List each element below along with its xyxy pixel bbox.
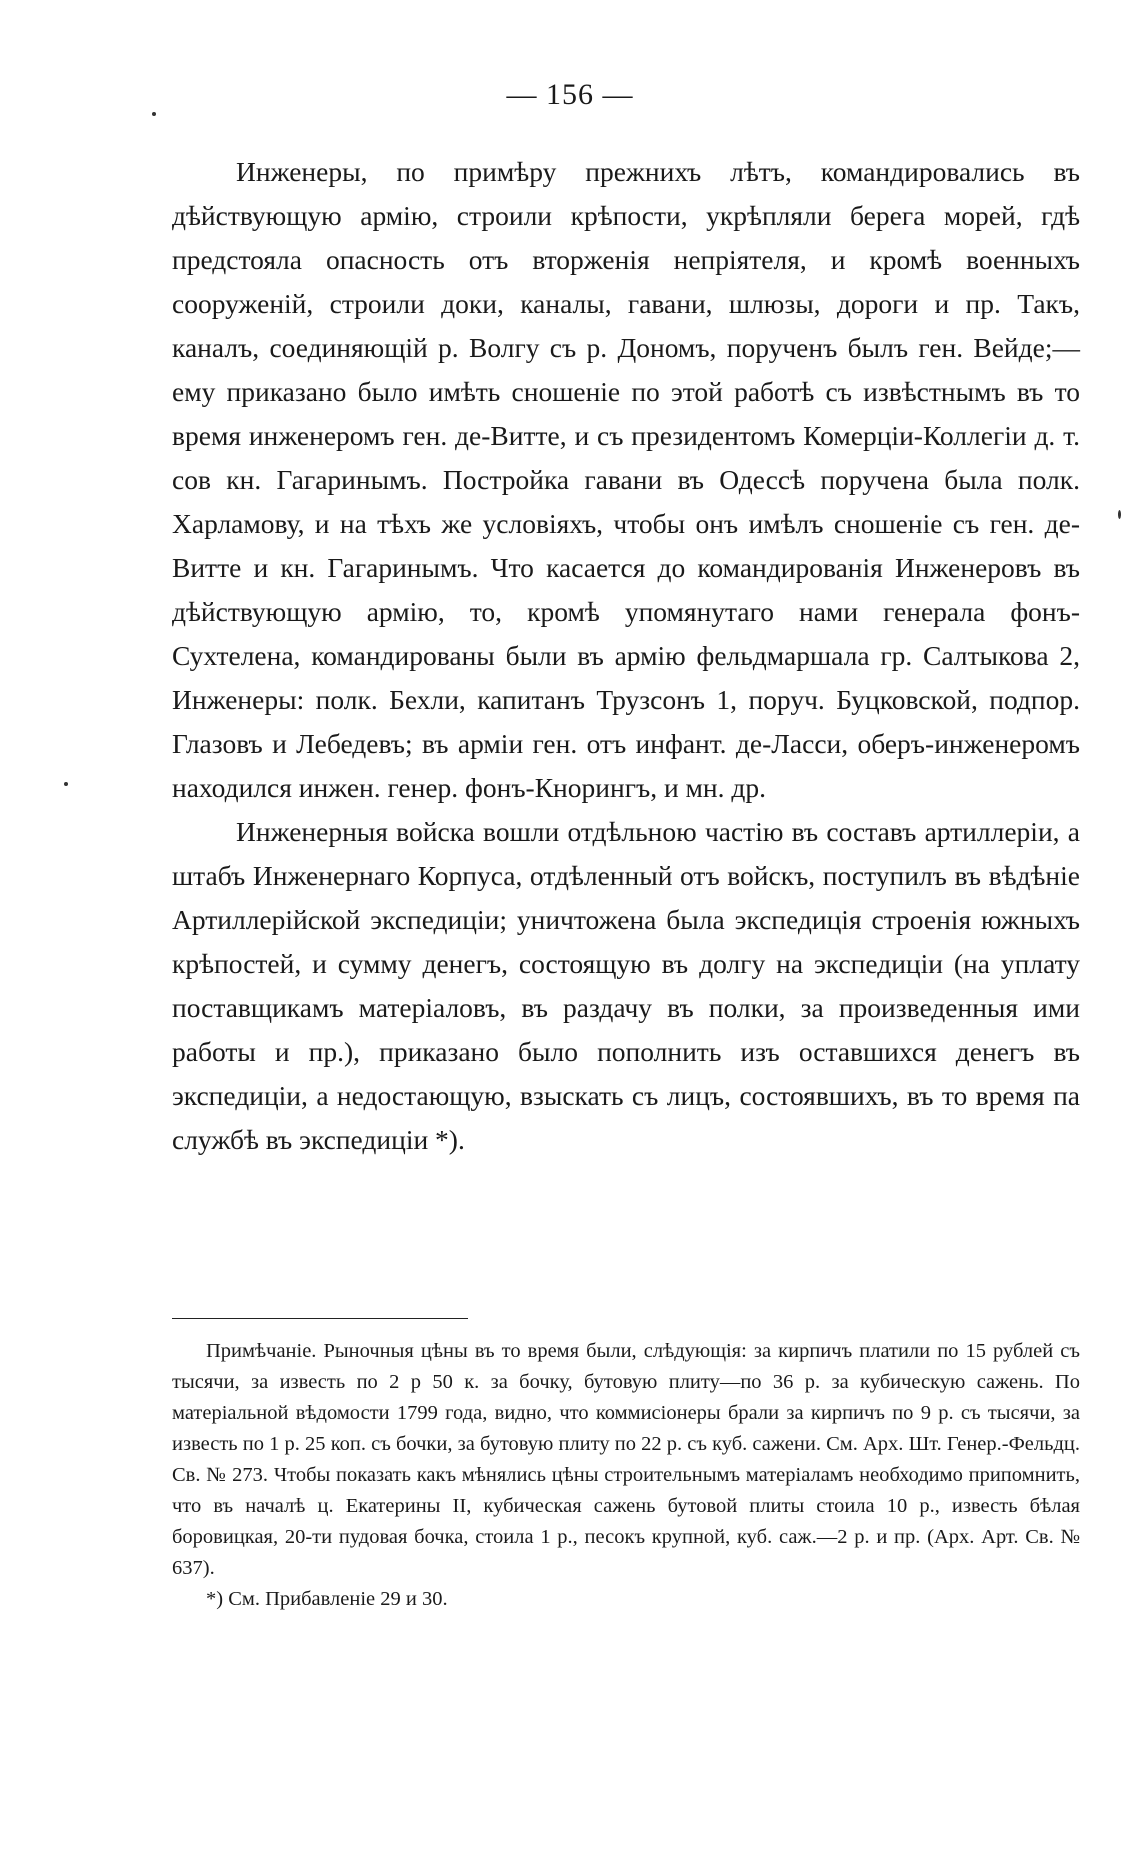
paragraph: Инженерныя войска вошли отдѣльною частію въ составъ артиллеріи, а штабъ Инженернаго Корпуса, отдѣленный отъ войскъ, поступилъ въ вѣдѣніе Артиллерійской экспедиціи; уничтожена была экспедиція строенія южныхъ крѣпостей, и сумму денегъ, состоящую въ долгу на экспедиціи (на уплату поставщикамъ матеріаловъ, въ раздачу въ полки, за произведенныя ими работы и пр.), приказано было пополнить изъ оставшихся денегъ въ экспедиціи, а недостающую, взыскать съ лицъ, состоявшихъ, въ то время па службѣ въ экспедиціи *). — [172, 816, 1080, 1155]
main-text — [172, 150, 1080, 1162]
footnotes — [172, 1336, 1080, 1615]
footnote-divider — [172, 1318, 468, 1319]
footnote-remark: Примѣчаніе. Рыночныя цѣны въ то время были, слѣдующія: за кирпичъ платили по 15 рублей съ тысячи, за известь по 2 р 50 к. за бочку, бутовую плиту—по 36 р. за кубическую сажень. По матеріальной вѣдомости 1799 года, видно, что коммисіонеры брали за кирпичъ по 9 р. съ тысячи, за известь по 1 р. 25 коп. съ бочки, за бутовую плиту по 22 р. съ куб. сажени. См. Арх. Шт. Генер.-Фельдц. Св. № 273. Чтобы показать какъ мѣнялись цѣны строительнымъ матеріаламъ необходимо припомнить, что въ началѣ ц. Екатерины II, кубическая сажень бутовой плиты стоила 10 р., известь бѣлая боровицкая, 20-ти пудовая бочка, стоила 1 р., песокъ крупной, куб. саж.—2 р. и пр. (Арх. Арт. Св. № 637). — [172, 1340, 1080, 1579]
print-speck — [64, 782, 68, 786]
footnote-reference: *) См. Прибавленіе 29 и 30. — [206, 1588, 448, 1610]
page-number: — 156 — — [506, 78, 634, 111]
paragraph: Инженеры, по примѣру прежнихъ лѣтъ, командировались въ дѣйствующую армію, строили крѣпости, укрѣпляли берега морей, гдѣ предстояла опасность отъ вторженія непріятеля, и кромѣ военныхъ сооруженій, строили доки, каналы, гавани, шлюзы, дороги и пр. Такъ, каналъ, соединяющій р. Волгу съ р. Дономъ, порученъ былъ ген. Вейде;—ему приказано было имѣть сношеніе по этой работѣ съ извѣстнымъ въ то время инженеромъ ген. де-Витте, и съ президентомъ Комерціи-Коллегіи д. т. сов кн. Гагаринымъ. Постройка гавани въ Одессѣ поручена была полк. Харламову, и на тѣхъ же условіяхъ, чтобы онъ имѣлъ сношеніе съ ген. де-Витте и кн. Гагаринымъ. Что касается до командированія Инженеровъ въ дѣйствующую армію, то, кромѣ упомянутаго нами генерала фонъ-Сухтелена, командированы были въ армію фельдмаршала гр. Салтыкова 2, Инженеры: полк. Бехли, капитанъ Трузсонъ 1, поруч. Буцковской, подпор. Глазовъ и Лебедевъ; въ арміи ген. отъ инфант. де-Ласси, оберъ-инженеромъ находился инжен. генер. фонъ-Кнорингъ, и мн. др. — [172, 156, 1080, 803]
print-speck — [152, 112, 156, 116]
print-speck — [1118, 510, 1121, 519]
